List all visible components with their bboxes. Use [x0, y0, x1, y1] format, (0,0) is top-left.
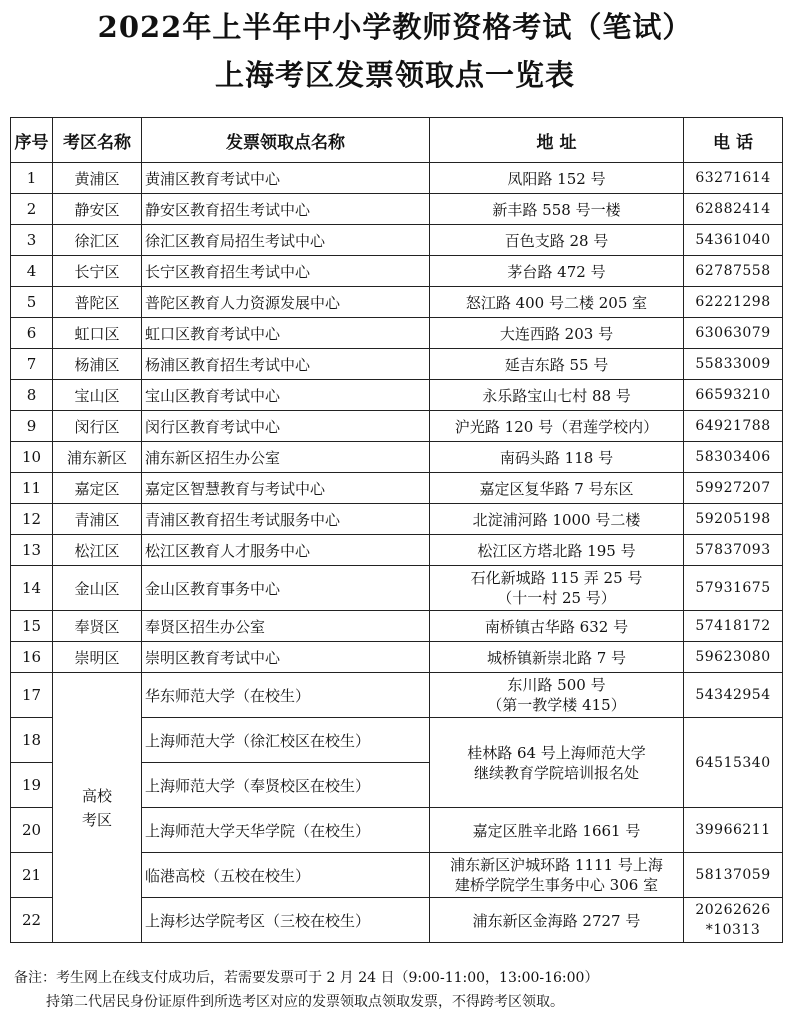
row-address: 南桥镇古华路 632 号: [430, 611, 684, 642]
row-district: 金山区: [53, 566, 142, 611]
row-name: 闵行区教育考试中心: [142, 411, 430, 442]
row-address-line1: 浦东新区沪城环路 1111 号上海: [450, 856, 663, 874]
row-name: 临港高校（五校在校生）: [142, 853, 430, 898]
row-no: 22: [11, 898, 53, 943]
row-address: 大连西路 203 号: [430, 318, 684, 349]
header-phone: 电 话: [684, 118, 783, 163]
row-phone: 58303406: [684, 442, 783, 473]
document-title-line2: 上海考区发票领取点一览表: [214, 58, 575, 92]
row-no: 15: [11, 611, 53, 642]
row-no: 16: [11, 642, 53, 673]
row-district: 宝山区: [53, 380, 142, 411]
row-district: 徐汇区: [53, 225, 142, 256]
row-no: 7: [11, 349, 53, 380]
row-no: 21: [11, 853, 53, 898]
row-name: 普陀区教育人力资源发展中心: [142, 287, 430, 318]
row-address: 怒江路 400 号二楼 205 室: [430, 287, 684, 318]
row-phone: 59623080: [684, 642, 783, 673]
university-district-l1: 高校: [81, 786, 112, 805]
row-district: 松江区: [53, 535, 142, 566]
row-no: 13: [11, 535, 53, 566]
row-name: 上海师范大学天华学院（在校生）: [142, 808, 430, 853]
row-no: 3: [11, 225, 53, 256]
row-phone: 64921788: [684, 411, 783, 442]
table-row: [11, 225, 783, 256]
table-row: [11, 349, 783, 380]
table-row: [11, 611, 783, 642]
table-row: [11, 194, 783, 225]
row-address-line2: （十一村 25 号）: [497, 589, 616, 607]
row-name: 上海杉达学院考区（三校在校生）: [142, 898, 430, 943]
row-no: 6: [11, 318, 53, 349]
row-address-line1: 桂林路 64 号上海师范大学: [467, 743, 646, 762]
row-address: 北淀浦河路 1000 号二楼: [430, 504, 684, 535]
row-no: 20: [11, 808, 53, 853]
row-phone: 58137059: [684, 853, 783, 898]
row-phone: 59927207: [684, 473, 783, 504]
row-address: [430, 718, 684, 808]
invoice-pickup-table: [10, 117, 783, 943]
row-no: 5: [11, 287, 53, 318]
header-district: 考区名称: [53, 118, 142, 163]
table-row: [11, 256, 783, 287]
row-address-line2: （第一教学楼 415）: [487, 696, 626, 714]
row-phone: 64515340: [684, 718, 783, 808]
row-phone: 39966211: [684, 808, 783, 853]
row-name: 崇明区教育考试中心: [142, 642, 430, 673]
header-no: 序号: [11, 118, 53, 163]
row-no: 14: [11, 566, 53, 611]
row-district: 浦东新区: [53, 442, 142, 473]
table-row: [11, 411, 783, 442]
row-address: 嘉定区胜辛北路 1661 号: [430, 808, 684, 853]
row-name: 杨浦区教育招生考试中心: [142, 349, 430, 380]
row-name: 嘉定区智慧教育与考试中心: [142, 473, 430, 504]
table-row: [11, 380, 783, 411]
university-district-l2: 考区: [81, 810, 112, 829]
table-row: [11, 673, 783, 718]
header-address: 地 址: [430, 118, 684, 163]
row-address: 永乐路宝山七村 88 号: [430, 380, 684, 411]
row-no: 4: [11, 256, 53, 287]
row-no: 8: [11, 380, 53, 411]
row-phone: 62787558: [684, 256, 783, 287]
row-no: 2: [11, 194, 53, 225]
row-phone: [684, 898, 783, 943]
row-district-university: [53, 673, 142, 943]
footnote: [14, 966, 784, 1014]
row-name: 金山区教育事务中心: [142, 566, 430, 611]
table-row: [11, 473, 783, 504]
table-header-row: [11, 118, 783, 163]
row-name: 奉贤区招生办公室: [142, 611, 430, 642]
table-row: [11, 642, 783, 673]
row-phone: 62882414: [684, 194, 783, 225]
row-phone: 63271614: [684, 163, 783, 194]
row-phone-line1: 20262626: [695, 902, 771, 918]
row-no: 1: [11, 163, 53, 194]
row-address: 百色支路 28 号: [430, 225, 684, 256]
row-name: 长宁区教育招生考试中心: [142, 256, 430, 287]
row-district: 杨浦区: [53, 349, 142, 380]
row-phone-line2: *10313: [705, 922, 761, 938]
row-district: 普陀区: [53, 287, 142, 318]
row-address: 凤阳路 152 号: [430, 163, 684, 194]
row-address: [430, 673, 684, 718]
table-row: [11, 163, 783, 194]
row-district: 黄浦区: [53, 163, 142, 194]
row-address-line2: 继续教育学院培训报名处: [473, 763, 639, 782]
row-name: 上海师范大学（徐汇校区在校生）: [142, 718, 430, 763]
row-district: 崇明区: [53, 642, 142, 673]
row-district: 青浦区: [53, 504, 142, 535]
row-address: 沪光路 120 号（君莲学校内）: [430, 411, 684, 442]
row-address: 新丰路 558 号一楼: [430, 194, 684, 225]
table-row: [11, 442, 783, 473]
row-name: 徐汇区教育局招生考试中心: [142, 225, 430, 256]
row-phone: 57931675: [684, 566, 783, 611]
row-district: 嘉定区: [53, 473, 142, 504]
header-name: 发票领取点名称: [142, 118, 430, 163]
row-district: 奉贤区: [53, 611, 142, 642]
row-address: 茅台路 472 号: [430, 256, 684, 287]
row-address: 浦东新区金海路 2727 号: [430, 898, 684, 943]
row-district: 长宁区: [53, 256, 142, 287]
row-district: 静安区: [53, 194, 142, 225]
row-phone: 63063079: [684, 318, 783, 349]
row-name: 宝山区教育考试中心: [142, 380, 430, 411]
row-no: 18: [11, 718, 53, 763]
row-name: 浦东新区招生办公室: [142, 442, 430, 473]
row-name: 黄浦区教育考试中心: [142, 163, 430, 194]
row-phone: 55833009: [684, 349, 783, 380]
row-no: 17: [11, 673, 53, 718]
table-row: [11, 504, 783, 535]
row-phone: 57418172: [684, 611, 783, 642]
row-phone: 57837093: [684, 535, 783, 566]
table-body: [11, 163, 783, 943]
table-row: [11, 535, 783, 566]
row-no: 9: [11, 411, 53, 442]
row-phone: 54342954: [684, 673, 783, 718]
row-name: 青浦区教育招生考试服务中心: [142, 504, 430, 535]
row-address: [430, 566, 684, 611]
table-row: [11, 566, 783, 611]
row-phone: 54361040: [684, 225, 783, 256]
footnote-line1: 备注：考生网上在线支付成功后，若需要发票可于 2 月 24 日（9:00-11:00，13:00-16:00）: [14, 970, 599, 986]
document-title-line1: 2022年上半年中小学教师资格考试（笔试）: [97, 10, 693, 44]
row-district: 闵行区: [53, 411, 142, 442]
row-name: 虹口区教育考试中心: [142, 318, 430, 349]
row-address: 南码头路 118 号: [430, 442, 684, 473]
row-address: 城桥镇新崇北路 7 号: [430, 642, 684, 673]
row-phone: 62221298: [684, 287, 783, 318]
row-address: [430, 853, 684, 898]
row-no: 10: [11, 442, 53, 473]
row-name: 静安区教育招生考试中心: [142, 194, 430, 225]
row-address: 松江区方塔北路 195 号: [430, 535, 684, 566]
row-address-line1: 石化新城路 115 弄 25 号: [470, 569, 643, 587]
row-district: 虹口区: [53, 318, 142, 349]
table-row: [11, 318, 783, 349]
row-address: 延吉东路 55 号: [430, 349, 684, 380]
row-no: 19: [11, 763, 53, 808]
row-address-line2: 建桥学院学生事务中心 306 室: [454, 876, 659, 894]
row-no: 11: [11, 473, 53, 504]
row-name: 上海师范大学（奉贤校区在校生）: [142, 763, 430, 808]
row-phone: 66593210: [684, 380, 783, 411]
row-address: 嘉定区复华路 7 号东区: [430, 473, 684, 504]
table-row: [11, 287, 783, 318]
row-address-line1: 东川路 500 号: [507, 676, 606, 694]
row-name: 华东师范大学（在校生）: [142, 673, 430, 718]
row-phone: 59205198: [684, 504, 783, 535]
row-name: 松江区教育人才服务中心: [142, 535, 430, 566]
footnote-line2: 持第二代居民身份证原件到所选考区对应的发票领取点领取发票，不得跨考区领取。: [46, 994, 564, 1010]
row-no: 12: [11, 504, 53, 535]
